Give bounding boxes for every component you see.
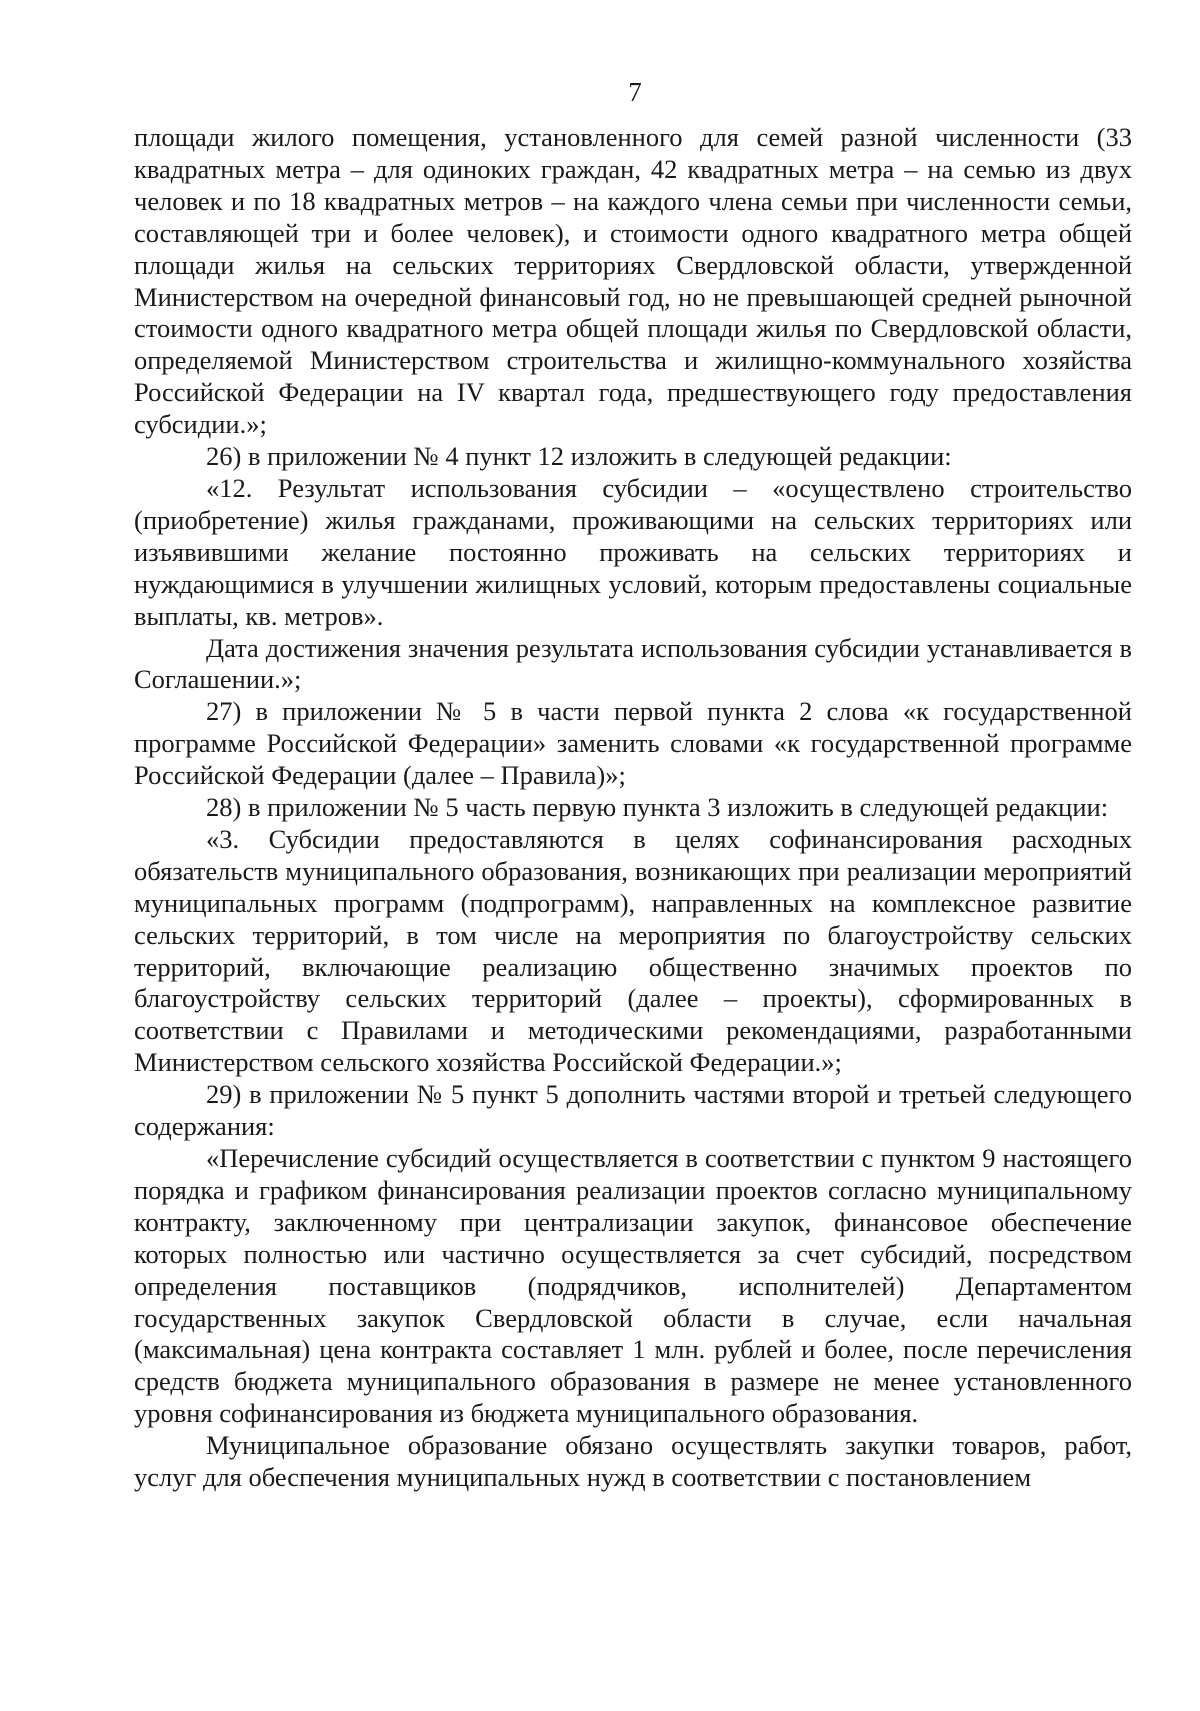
paragraph-item-26: 26) в приложении № 4 пункт 12 изложить в следующей редакции: bbox=[206, 441, 952, 472]
paragraph-item-29: 29) в приложении № 5 пункт 5 дополнить частями второй и третьей следующего содержания: bbox=[134, 1079, 1132, 1142]
paragraph-item-27: 27) в приложении № 5 в части первой пункта 2 слова «к государственной программе Российской Федерации» заменить словами «к государственной программе Российской Федерации (далее – Правила)»; bbox=[134, 696, 1132, 791]
paragraph-point-12: «12. Результат использования субсидии – «осуществлено строительство (приобретение) жилья гражданами, проживающими на сельских территориях или изъявившими желание постоянно проживать на сельских территориях и нуждающимися в улучшении жилищных условий, которым предоставлены социальные выплаты, кв. метров». bbox=[134, 472, 1132, 631]
page-number: 7 bbox=[628, 77, 642, 107]
paragraph-point-3: «3. Субсидии предоставляются в целях софинансирования расходных обязательств муниципального образования, возникающих при реализации мероприятий муниципальных программ (подпрограмм), направленных на комплексное развитие сельских территорий, в том числе на мероприятия по благоустройству сельских территорий, включающие реализацию общественно значимых проектов по благоустройству сельских территорий (далее – проекты), сформированных в соответствии с Правилами и методическими рекомендациями, разработанными Министерством сельского хозяйства Российской Федерации.»; bbox=[134, 823, 1132, 1078]
document-body bbox=[134, 122, 1132, 1494]
paragraph-item-28: 28) в приложении № 5 часть первую пункта 3 изложить в следующей редакции: bbox=[206, 792, 1109, 823]
paragraph-result-date: Дата достижения значения результата использования субсидии устанавливается в Соглашении.»; bbox=[134, 632, 1132, 695]
paragraph-subsidy-transfer: «Перечисление субсидий осуществляется в соответствии с пунктом 9 настоящего порядка и графиком финансирования реализации проектов согласно муниципальному контракту, заключенному при централизации закупок, финансовое обеспечение которых полностью или частично осуществляется за счет субсидий, посредством определения поставщиков (подрядчиков, исполнителей) Департаментом государственных закупок Свердловской области в случае, если начальная (максимальная) цена контракта составляет 1 млн. рублей и более, после перечисления средств бюджета муниципального образования в размере не менее установленного уровня софинансирования из бюджета муниципального образования. bbox=[134, 1143, 1132, 1429]
paragraph-continuation: площади жилого помещения, установленного для семей разной численности (33 квадратных метра – для одиноких граждан, 42 квадратных метра – на семью из двух человек и по 18 квадратных метров – на каждого члена семьи при численности семьи, составляющей три и более человек), и стоимости одного квадратного метра общей площади жилья на сельских территориях Свердловской области, утвержденной Министерством на очередной финансовый год, но не превышающей средней рыночной стоимости одного квадратного метра общей площади жилья по Свердловской области, определяемой Министерством строительства и жилищно-коммунального хозяйства Российской Федерации на IV квартал года, предшествующего году предоставления субсидии.»; bbox=[134, 122, 1132, 440]
paragraph-procurement: Муниципальное образование обязано осуществлять закупки товаров, работ, услуг для обеспечения муниципальных нужд в соответствии с постановлением bbox=[134, 1430, 1132, 1493]
